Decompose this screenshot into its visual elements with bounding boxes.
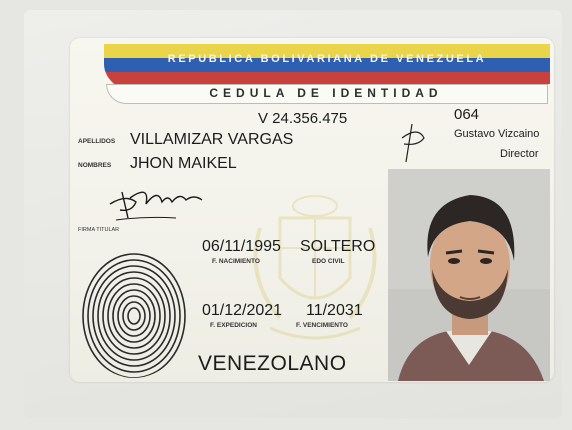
expiry-date: 11/2031 xyxy=(306,302,363,319)
fingerprint-icon xyxy=(76,244,192,378)
names-label: NOMBRES xyxy=(78,162,112,169)
director-signature xyxy=(398,116,428,166)
id-number: V 24.356.475 xyxy=(258,110,348,127)
nationality: VENEZOLANO xyxy=(198,352,347,375)
director-title: Director xyxy=(500,148,539,160)
holder-signature xyxy=(106,174,206,224)
civil-label: EDO CIVIL xyxy=(312,258,345,265)
issue-label: F. EXPEDICION xyxy=(210,322,257,329)
surname-label: APELLIDOS xyxy=(78,138,116,145)
signature-label: FIRMA TITULAR xyxy=(78,227,120,233)
card-code: 064 xyxy=(454,106,480,123)
names-value: JHON MAIKEL xyxy=(130,155,237,172)
surname-value: VILLAMIZAR VARGAS xyxy=(130,131,294,148)
expiry-label: F. VENCIMIENTO xyxy=(296,322,348,329)
country-title: REPUBLICA BOLIVARIANA DE VENEZUELA xyxy=(167,53,487,65)
doc-type-title: CEDULA DE IDENTIDAD xyxy=(209,86,443,100)
holder-photo xyxy=(388,169,550,381)
civil-status: SOLTERO xyxy=(300,238,376,255)
flag-stripe-red xyxy=(104,72,550,84)
id-card xyxy=(70,38,554,382)
director-name: Gustavo Vizcaino xyxy=(454,128,540,140)
birth-label: F. NACIMIENTO xyxy=(212,258,260,265)
birth-date: 06/11/1995 xyxy=(202,238,281,255)
issue-date: 01/12/2021 xyxy=(202,302,283,319)
